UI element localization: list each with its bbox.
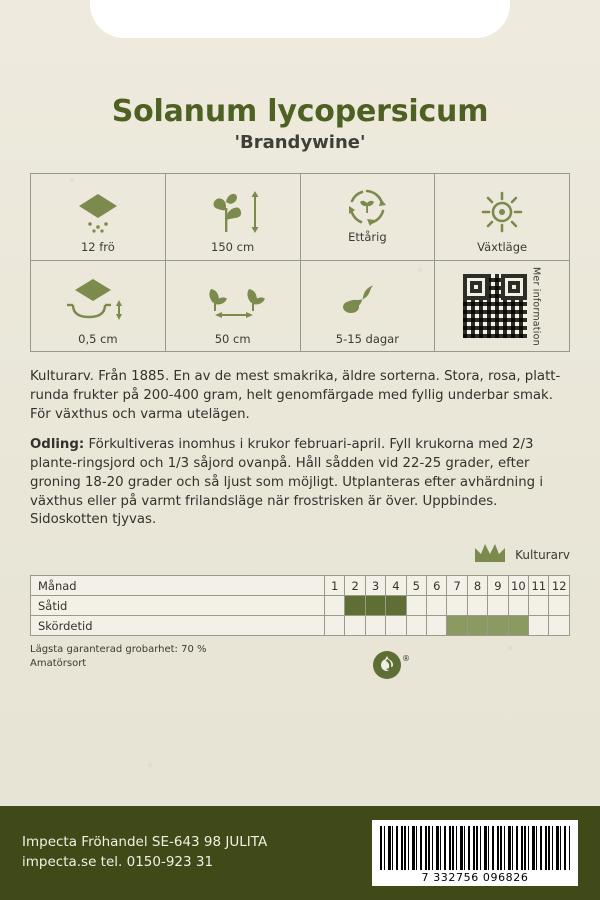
calendar-row-label: Såtid [31,596,325,616]
info-cell-label: Mer information [530,266,542,346]
info-cell-sowing-depth [31,260,166,352]
svg-text:®: ® [402,654,410,664]
annual-cycle-icon [341,183,393,231]
month-header: 7 [447,576,467,596]
calendar-cell [406,616,426,636]
recycle-icon [370,647,410,688]
info-cell-label: Ettårig [348,229,387,244]
calendar-cell [467,596,487,616]
barcode-bars [380,826,570,870]
calendar-cell [325,596,345,616]
month-header: 9 [488,576,508,596]
info-cell-label: 5-15 dagar [335,331,399,346]
barcode [372,820,578,886]
barcode-number: 7 332756 096826 [421,871,529,884]
calendar-cell [488,616,508,636]
info-cell-height [165,173,300,260]
sowing-depth-icon [63,270,133,333]
footer-bar [0,806,600,900]
info-cell-position [435,173,570,260]
calendar-cell [365,616,385,636]
month-header: 3 [365,576,385,596]
info-cell-label: 12 frö [80,239,115,254]
calendar-cell [386,596,406,616]
calendar-cell [427,616,447,636]
calendar-cell [386,616,406,636]
info-cell-seed-count [31,173,166,260]
info-cell-lifecycle [300,173,435,260]
month-header: 1 [325,576,345,596]
calendar-cell [488,596,508,616]
calendar-cell [549,616,570,636]
calendar-cell [345,596,365,616]
calendar-cell [508,616,528,636]
cultivation-label: Odling: [30,436,85,452]
table-row [31,596,570,616]
calendar-cell [325,616,345,636]
month-header: 11 [529,576,549,596]
info-cell-more-info[interactable] [435,260,570,352]
calendar-cell [406,596,426,616]
kulturarv-mark [30,541,570,569]
info-cell-label: 50 cm [214,331,251,346]
description-intro: Kulturarv. Från 1885. En av de mest smakrika, äldre sorterna. Stora, rosa, platt-runda frukter på 200-400 gram, helt genomfärgade med fyllig underbar smak. För växthus och varma utelägen. [30,369,561,423]
calendar-cell [427,596,447,616]
calendar-cell [447,616,467,636]
table-row [31,173,570,260]
company-address: Impecta Fröhandel SE-643 98 JULITA [22,834,268,851]
sun-icon [476,183,528,241]
info-cell-label: 150 cm [211,239,255,254]
info-cell-germination [300,260,435,352]
kulturarv-label: Kulturarv [515,548,570,563]
title-block [30,96,570,153]
month-header: 8 [467,576,487,596]
germination-sprout-icon [339,270,395,333]
plant-spacing-icon [193,270,273,333]
calendar-cell [467,616,487,636]
table-row [31,260,570,352]
cultivation-paragraph [30,436,570,530]
calendar-cell [549,596,570,616]
calendar-cell [508,596,528,616]
month-header: 2 [345,576,365,596]
calendar-row-header: Månad [31,576,325,596]
crown-icon [472,541,508,569]
calendar-header-row [31,576,570,596]
company-contact: impecta.se tel. 0150-923 31 [22,854,214,870]
month-header: 10 [508,576,528,596]
info-cell-spacing [165,260,300,352]
info-cell-label: Växtläge [477,239,528,254]
plant-height-icon [202,183,264,241]
month-header: 12 [549,576,570,596]
month-header: 6 [427,576,447,596]
variety-class: Amatörsort [30,657,87,669]
month-header: 5 [406,576,426,596]
info-cell-label: 0,5 cm [78,331,118,346]
company-info [22,833,372,872]
month-header: 4 [386,576,406,596]
calendar-cell [365,596,385,616]
calendar-cell [447,596,467,616]
footnotes [30,643,570,670]
qr-code-icon[interactable] [463,274,527,338]
calendar-cell [529,596,549,616]
seed-packet-icon [73,183,123,241]
cultivation-text: Förkultiveras inomhus i krukor februari-april. Fyll krukorna med 2/3 plante-ringsjord och 1/3 såjord ovanpå. Håll sådden vid 22-25 grader, efter groning 18-20 grader och så ljust som möjligt. Utplanteras efter avhärdning i växthus eller på varmt frilandsläge när frostrisken är över. Uppbindes. Sidoskotten tjyvas. [30,436,544,528]
germination-guarantee: Lägsta garanterad grobarhet: 70 % [30,644,207,656]
growing-info-table [30,173,570,353]
sowing-harvest-calendar [30,575,570,636]
page-title: Solanum lycopersicum [111,94,489,129]
table-row [31,616,570,636]
calendar-cell [345,616,365,636]
cultivar-name: 'Brandywine' [234,131,366,153]
description-block [30,368,570,530]
calendar-cell [529,616,549,636]
calendar-row-label: Skördetid [31,616,325,636]
